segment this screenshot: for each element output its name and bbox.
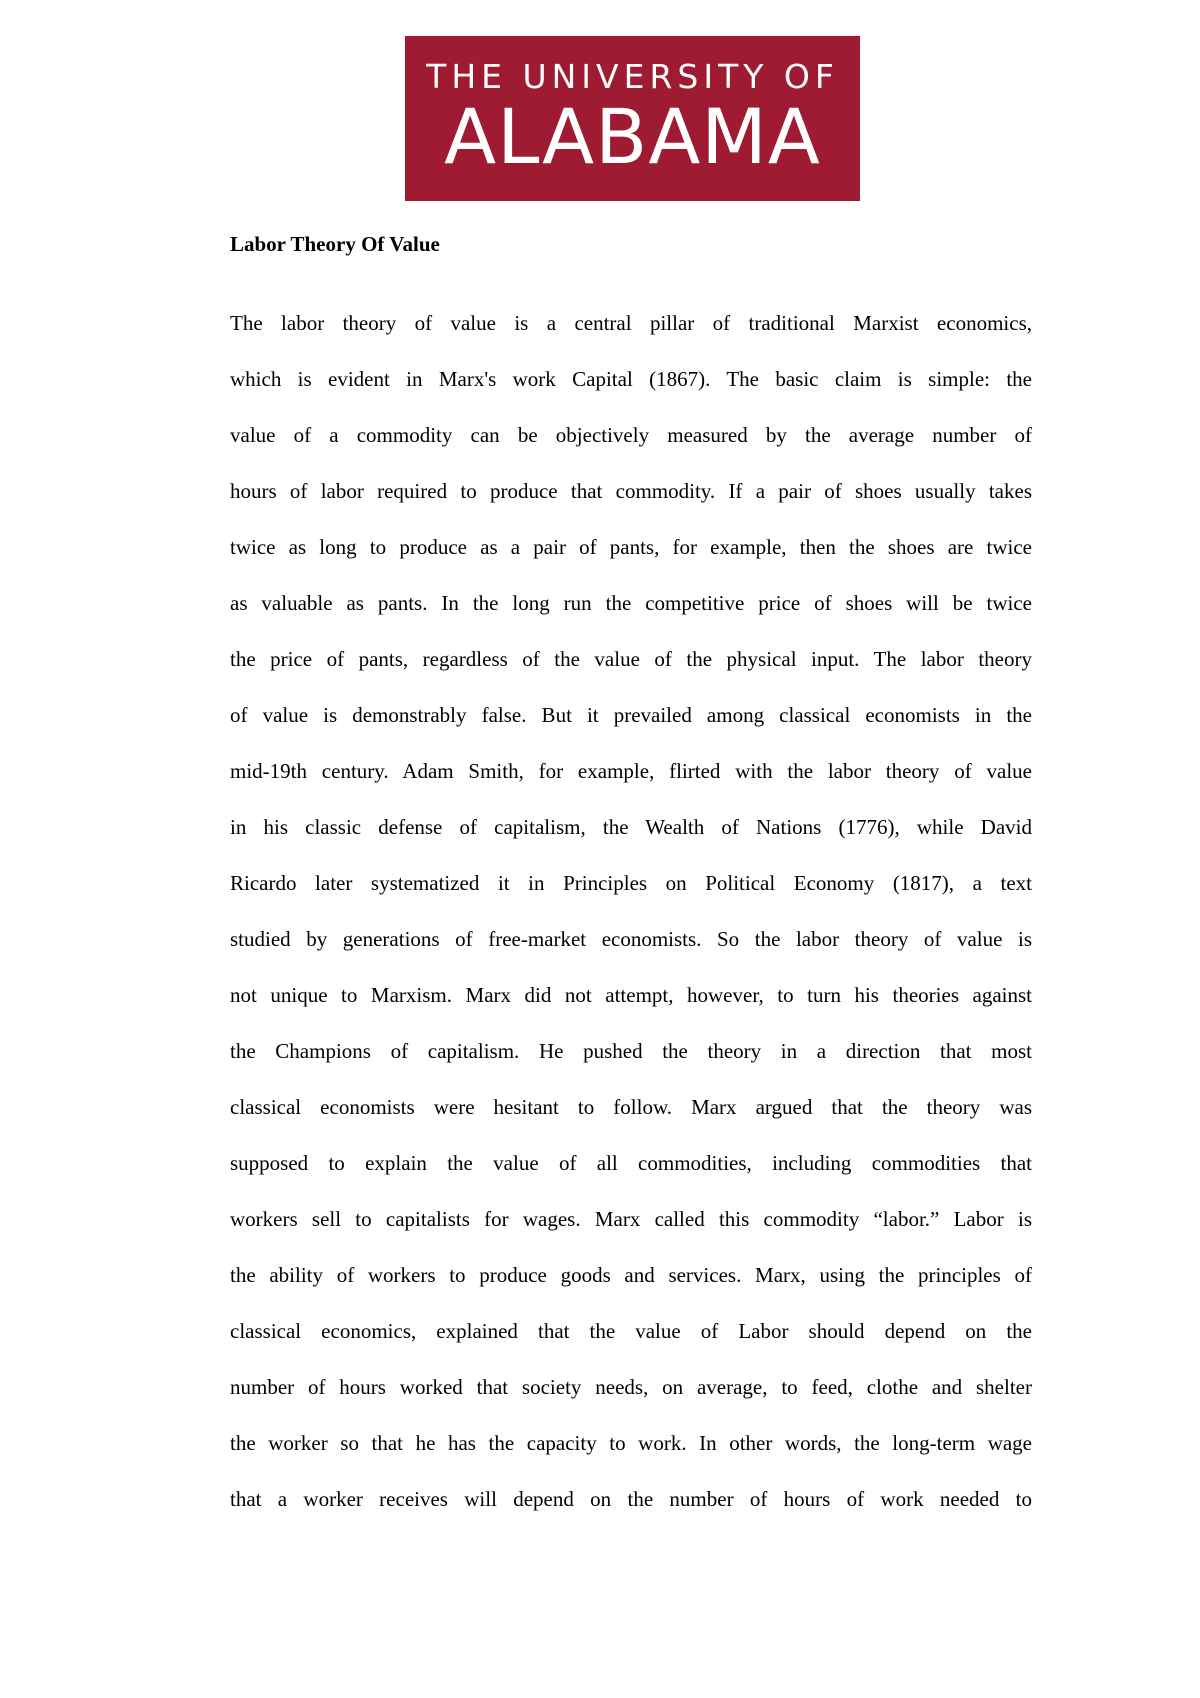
body-line: value of a commodity can be objectively measured by the average number of [230, 423, 1032, 447]
logo-line-university-of: THE UNIVERSITY OF [426, 57, 839, 96]
body-line: in his classic defense of capitalism, the Wealth of Nations (1776), while David [230, 815, 1032, 839]
body-line: Ricardo later systematized it in Principles on Political Economy (1817), a text [230, 871, 1032, 895]
body-line: mid-19th century. Adam Smith, for example, flirted with the labor theory of value [230, 759, 1032, 783]
body-line: classical economists were hesitant to follow. Marx argued that the theory was [230, 1095, 1032, 1119]
body-line: the worker so that he has the capacity to work. In other words, the long-term wage [230, 1431, 1032, 1455]
body-line: studied by generations of free-market economists. So the labor theory of value is [230, 927, 1032, 951]
body-line: the ability of workers to produce goods and services. Marx, using the principles of [230, 1263, 1032, 1287]
body-line: workers sell to capitalists for wages. Marx called this commodity “labor.” Labor is [230, 1207, 1032, 1231]
body-line: not unique to Marxism. Marx did not attempt, however, to turn his theories against [230, 983, 1032, 1007]
body-line: which is evident in Marx's work Capital (1867). The basic claim is simple: the [230, 367, 1032, 391]
body-line: The labor theory of value is a central pillar of traditional Marxist economics, [230, 311, 1032, 335]
body-line: as valuable as pants. In the long run the competitive price of shoes will be twice [230, 591, 1032, 615]
body-line: classical economics, explained that the value of Labor should depend on the [230, 1319, 1032, 1343]
body-line: that a worker receives will depend on the number of hours of work needed to [230, 1487, 1032, 1511]
body-line: number of hours worked that society needs, on average, to feed, clothe and shelter [230, 1375, 1032, 1399]
logo-line-alabama: ALABAMA [444, 92, 821, 181]
body-line: of value is demonstrably false. But it prevailed among classical economists in the [230, 703, 1032, 727]
university-logo [405, 36, 860, 201]
body-line: supposed to explain the value of all commodities, including commodities that [230, 1151, 1032, 1175]
body-line: hours of labor required to produce that commodity. If a pair of shoes usually takes [230, 479, 1032, 503]
body-line: twice as long to produce as a pair of pants, for example, then the shoes are twice [230, 535, 1032, 559]
body-line: the price of pants, regardless of the value of the physical input. The labor theory [230, 647, 1032, 671]
document-body [230, 295, 1032, 1527]
body-line: the Champions of capitalism. He pushed the theory in a direction that most [230, 1039, 1032, 1063]
document-title: Labor Theory Of Value [230, 232, 440, 256]
